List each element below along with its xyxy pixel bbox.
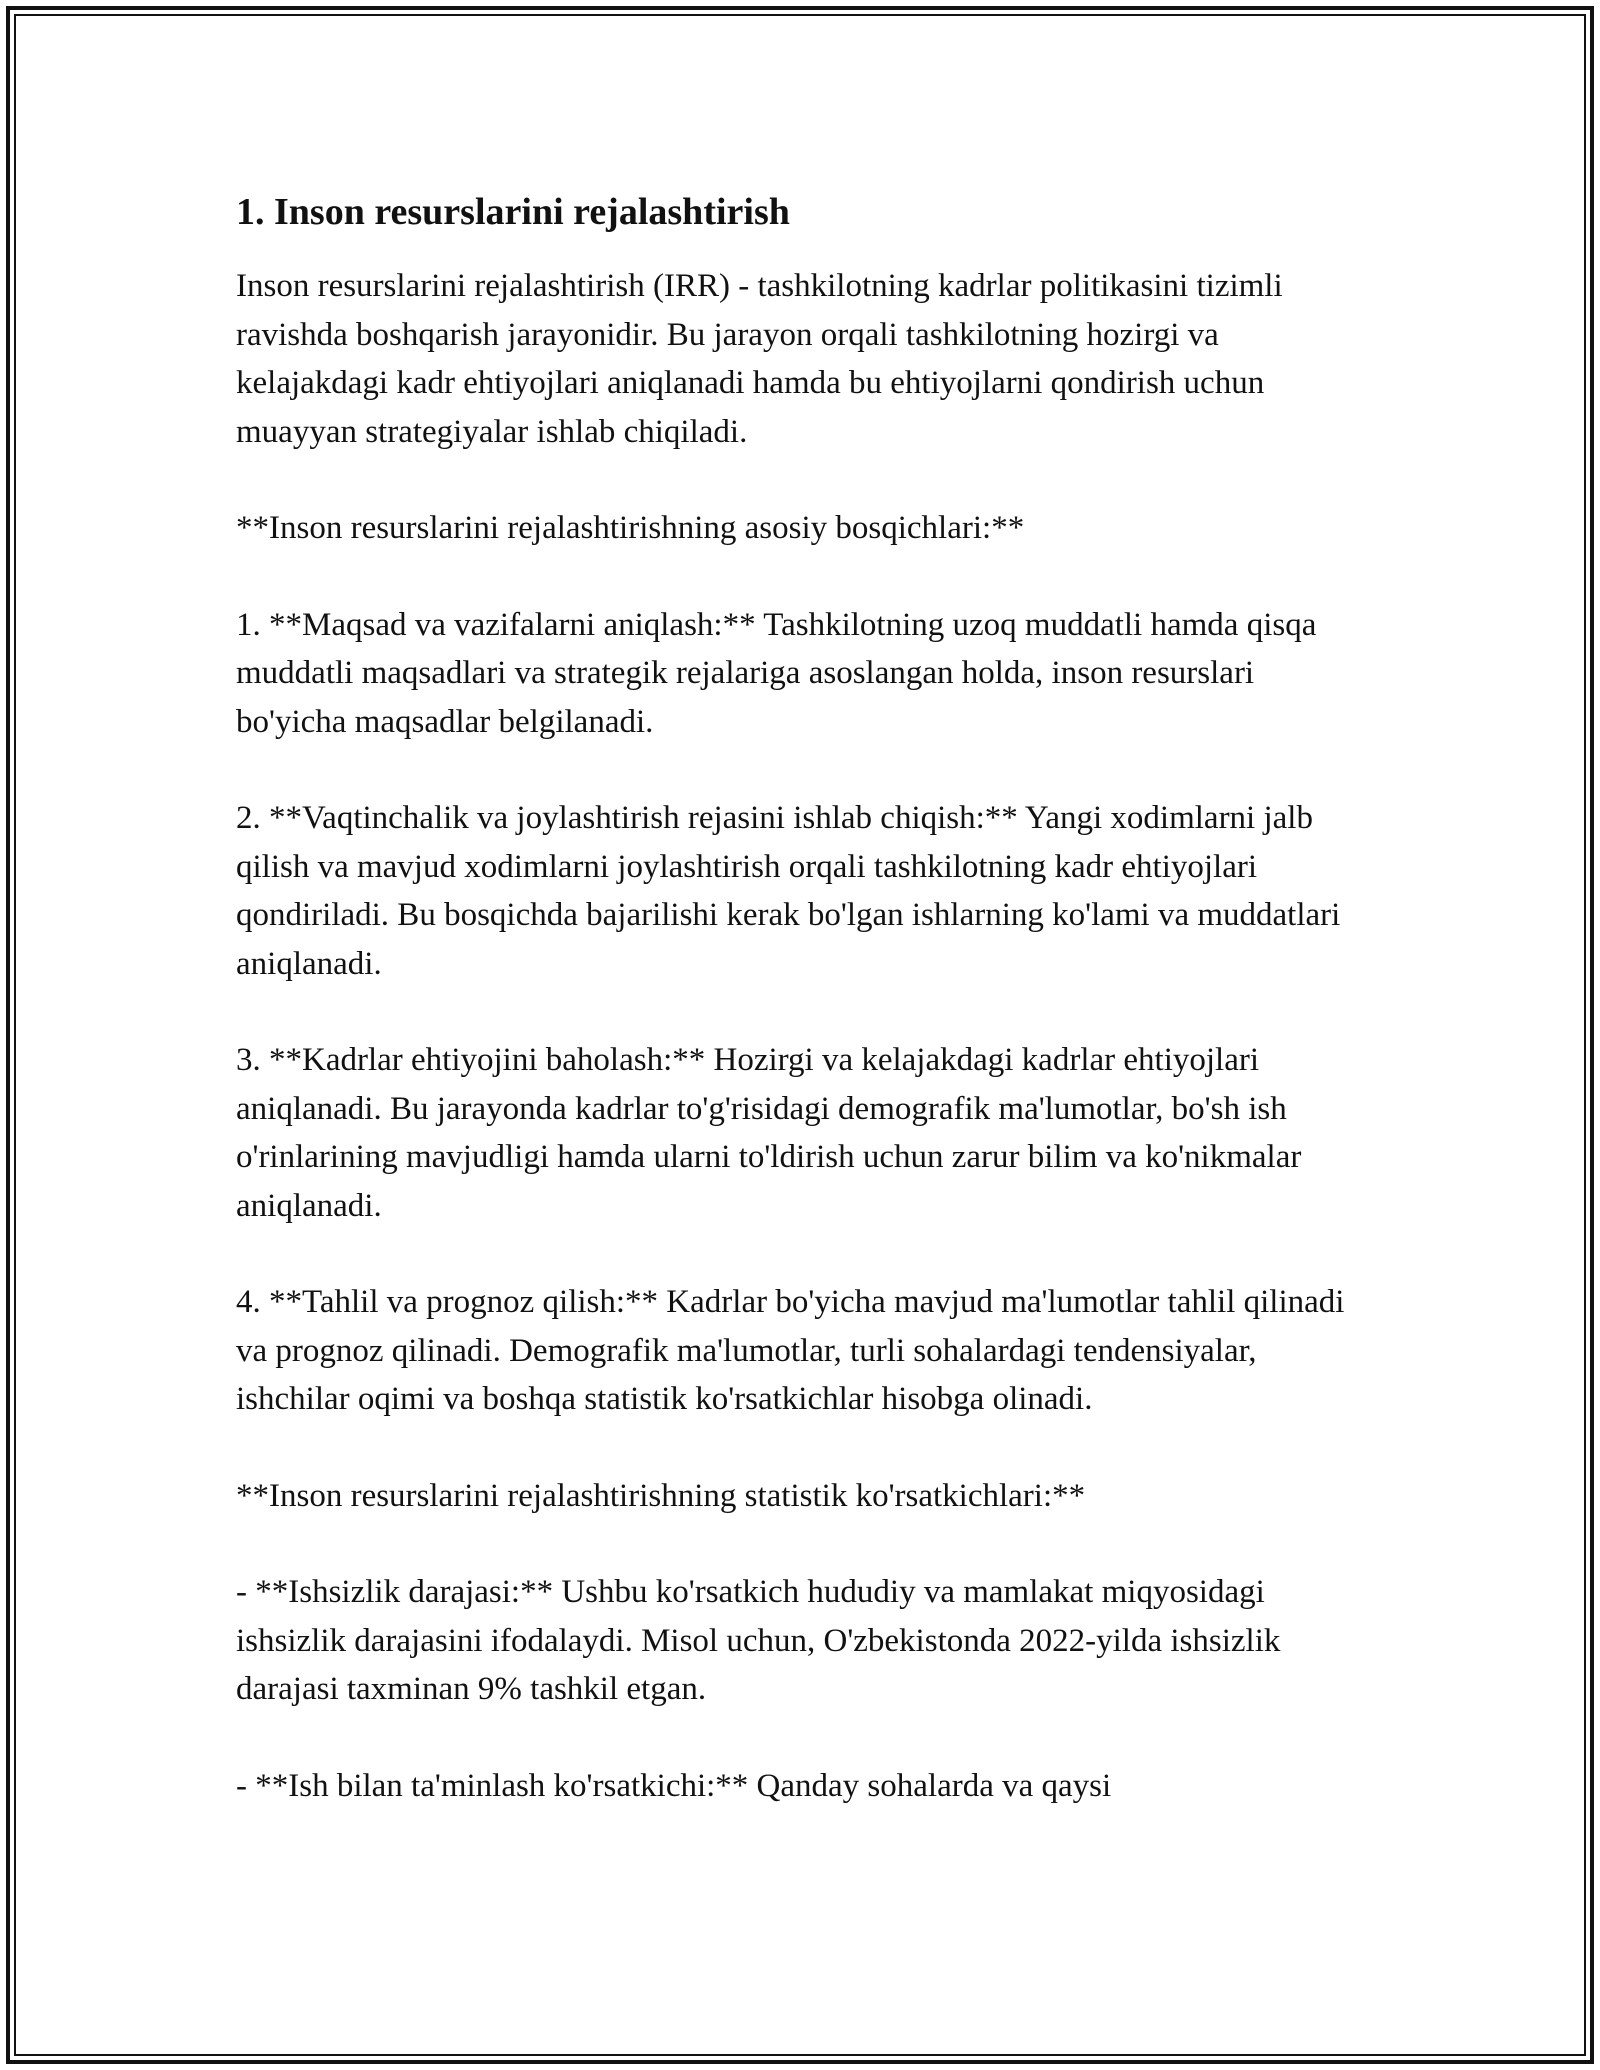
document-heading: 1. Inson resurslarini rejalashtirish — [236, 191, 790, 233]
stage-item-3: 3. **Kadrlar ehtiyojini baholash:** Hozirgi va kelajakdagi kadrlar ehtiyojlari aniqlanadi. Bu jarayonda kadrlar to'g'risidagi demografik ma'lumotlar, bo'sh ish o'rinlarining mavjudligi hamda ularni to'ldirish uchun zarur bilim va ko'nikmalar aniqlanadi. — [236, 1042, 1302, 1224]
document-body — [236, 186, 1361, 1858]
intro-paragraph: Inson resurslarini rejalashtirish (IRR) - tashkilotning kadrlar politikasini tizimli ravishda boshqarish jarayonidir. Bu jarayon orqali tashkilotning hozirgi va kelajakdagi kadr ehtiyojlari aniqlanadi hamda bu ehtiyojlarni qondirish uchun muayyan strategiyalar ishlab chiqiladi. — [236, 268, 1283, 450]
indicator-item-unemployment: - **Ishsizlik darajasi:** Ushbu ko'rsatkich hududiy va mamlakat miqyosidagi ishsizlik darajasini ifodalaydi. Misol uchun, O'zbekistonda 2022-yilda ishsizlik darajasi taxminan 9% tashkil etgan. — [236, 1574, 1281, 1707]
indicators-subheading: **Inson resurslarini rejalashtirishning statistik ko'rsatkichlari:** — [236, 1477, 1086, 1514]
stage-item-4: 4. **Tahlil va prognoz qilish:** Kadrlar bo'yicha mavjud ma'lumotlar tahlil qilinadi va prognoz qilinadi. Demografik ma'lumotlar, turli sohalardagi tendensiyalar, ishchilar oqimi va boshqa statistik ko'rsatkichlar hisobga olinadi. — [236, 1284, 1345, 1417]
stage-item-1: 1. **Maqsad va vazifalarni aniqlash:** Tashkilotning uzoq muddatli hamda qisqa muddatli maqsadlari va strategik rejalariga asoslangan holda, inson resurslari bo'yicha maqsadlar belgilanadi. — [236, 606, 1317, 740]
indicator-item-employment: - **Ish bilan ta'minlash ko'rsatkichi:** Qanday sohalarda va qaysi — [236, 1767, 1112, 1804]
stages-subheading: **Inson resurslarini rejalashtirishning asosiy bosqichlari:** — [236, 510, 1025, 546]
stage-item-2: 2. **Vaqtinchalik va joylashtirish rejasini ishlab chiqish:** Yangi xodimlarni jalb qilish va mavjud xodimlarni joylashtirish orqali tashkilotning kadr ehtiyojlari qondiriladi. Bu bosqichda bajarilishi kerak bo'lgan ishlarning ko'lami va muddatlari aniqlanadi. — [236, 800, 1341, 982]
